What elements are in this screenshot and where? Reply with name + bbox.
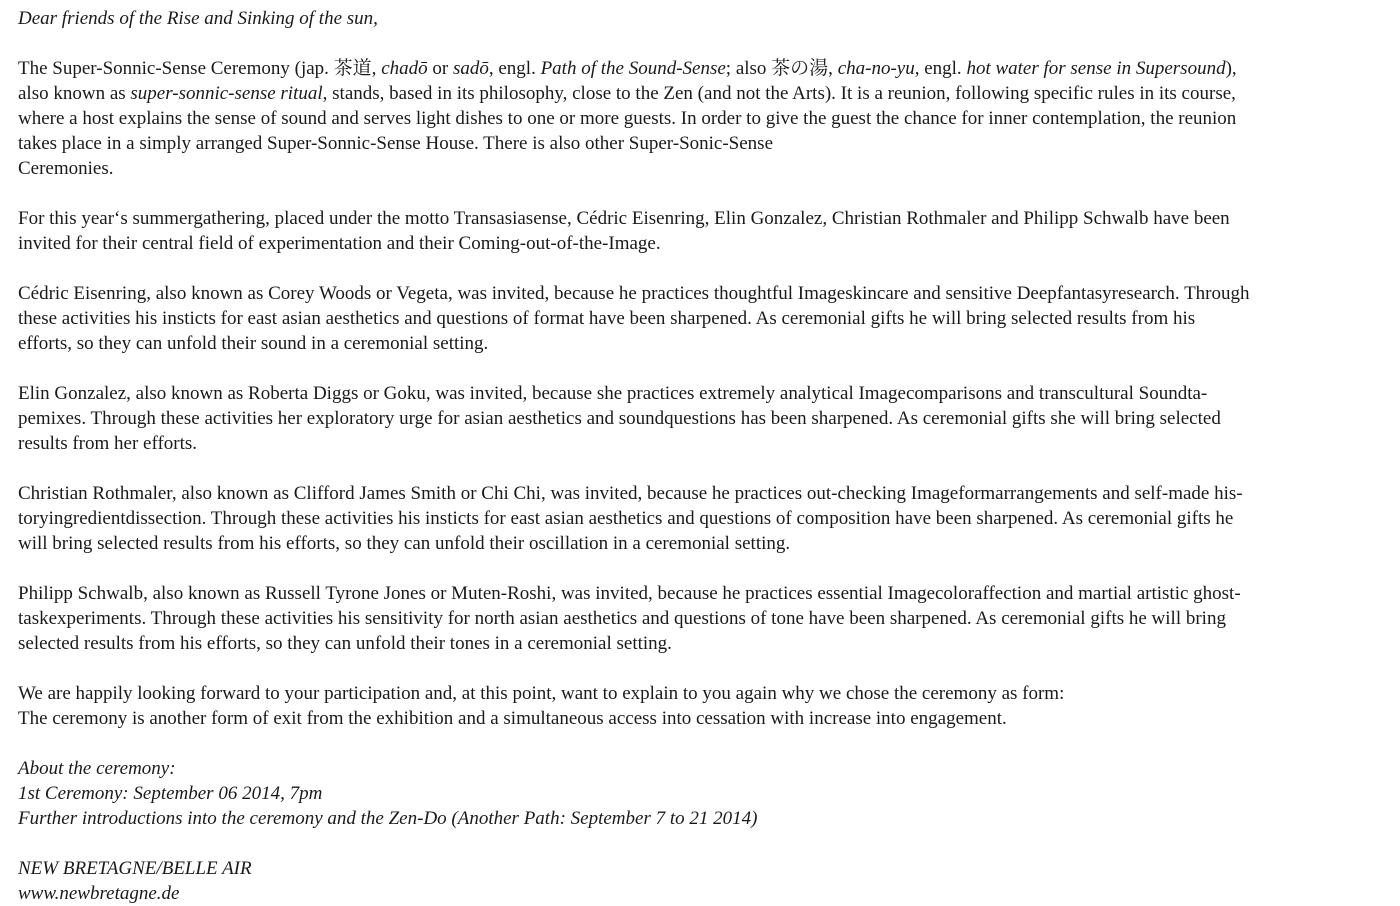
text-line xyxy=(18,631,1382,656)
text-run: will bring selected results from his efforts, so they can unfold their oscillation in a ceremonial setting. xyxy=(18,533,791,554)
signature xyxy=(18,856,1382,906)
text-run: invited for their central field of experimentation and their Coming-out-of-the-Image. xyxy=(18,233,661,254)
text-line xyxy=(18,406,1382,431)
text-line xyxy=(18,106,1382,131)
italic-run: chadō xyxy=(381,58,428,79)
text-line xyxy=(18,156,1382,181)
text-run: or xyxy=(427,58,453,79)
text-run: takes place in a simply arranged Super-Sonnic-Sense House. There is also other Super-Sonic-Sense xyxy=(18,133,773,154)
text-line xyxy=(18,506,1382,531)
text-line xyxy=(18,6,1382,31)
text-run: where a host explains the sense of sound and serves light dishes to one or more guests. In order to give the guest the chance for inner contemplation, the reunion xyxy=(18,108,1237,129)
text-run: For this year‘s summergathering, placed under the motto Transasiasense, Cédric Eisenring, Elin Gonzalez, Christian Rothmaler and Philipp Schwalb have been xyxy=(18,208,1230,229)
text-run: toryingredientdissection. Through these activities his insticts for east asian aesthetics and questions of composition have been sharpened. As ceremonial gifts he xyxy=(18,508,1234,529)
text-run: www.newbretagne.de xyxy=(18,883,180,904)
text-run: NEW BRETAGNE/BELLE AIR xyxy=(18,858,252,879)
text-run: taskexperiments. Through these activities his sensitivity for north asian aesthetics and questions of tone have been sharpened. As ceremonial gifts he will bring xyxy=(18,608,1226,629)
italic-run: cha-no-yu xyxy=(837,58,915,79)
text-line xyxy=(18,281,1382,306)
text-run: ; also 茶の湯, xyxy=(725,58,838,79)
italic-run: Path of the Sound-Sense xyxy=(540,58,726,79)
text-run: Cédric Eisenring, also known as Corey Woods or Vegeta, was invited, because he practices thoughtful Imageskincare and sensitive Deepfantasyresearch. Through xyxy=(18,283,1250,304)
text-line xyxy=(18,81,1382,106)
text-line xyxy=(18,331,1382,356)
philipp-paragraph xyxy=(18,581,1382,656)
text-run: pemixes. Through these activities her exploratory urge for asian aesthetics and soundquestions has been sharpened. As ceremonial gifts she will bring selected xyxy=(18,408,1221,429)
text-line xyxy=(18,781,1382,806)
text-line xyxy=(18,481,1382,506)
text-line xyxy=(18,581,1382,606)
text-line xyxy=(18,381,1382,406)
text-line xyxy=(18,531,1382,556)
text-run: Elin Gonzalez, also known as Roberta Diggs or Goku, was invited, because she practices extremely analytical Imagecomparisons and transcultural Soundta- xyxy=(18,383,1208,404)
cedric-paragraph xyxy=(18,281,1382,356)
text-run: , stands, based in its philosophy, close to the Zen (and not the Arts). It is a reunion, following specific rules in its course, xyxy=(322,83,1236,104)
elin-paragraph xyxy=(18,381,1382,456)
invitation-paragraph xyxy=(18,206,1382,256)
text-run: results from her efforts. xyxy=(18,433,198,454)
text-run: Further introductions into the ceremony and the Zen-Do (Another Path: September 7 to 21 2014) xyxy=(18,808,758,829)
text-run: The ceremony is another form of exit from the exhibition and a simultaneous access into cessation with increase into engagement. xyxy=(18,708,1007,729)
text-line xyxy=(18,206,1382,231)
text-run: Ceremonies. xyxy=(18,158,114,179)
text-run: The Super-Sonnic-Sense Ceremony (jap. 茶道, xyxy=(18,58,382,79)
text-run: Christian Rothmaler, also known as Clifford James Smith or Chi Chi, was invited, because he practices out-checking Imageformarrangements and self-made his- xyxy=(18,483,1243,504)
text-line xyxy=(18,231,1382,256)
text-line xyxy=(18,881,1382,906)
text-line xyxy=(18,856,1382,881)
text-run: About the ceremony: xyxy=(18,758,176,779)
text-run: these activities his insticts for east asian aesthetics and questions of format have been sharpened. As ceremonial gifts he will bring selected results from his xyxy=(18,308,1196,329)
text-line xyxy=(18,806,1382,831)
intro-paragraph xyxy=(18,56,1382,181)
christian-paragraph xyxy=(18,481,1382,556)
text-line xyxy=(18,306,1382,331)
text-line xyxy=(18,431,1382,456)
text-run: , engl. xyxy=(914,58,967,79)
text-line xyxy=(18,56,1382,81)
italic-run: hot water for sense in Supersound xyxy=(966,58,1226,79)
text-run: efforts, so they can unfold their sound in a ceremonial setting. xyxy=(18,333,489,354)
text-line xyxy=(18,681,1382,706)
text-line xyxy=(18,706,1382,731)
closing-paragraph xyxy=(18,681,1382,731)
ceremony-details xyxy=(18,756,1382,831)
italic-run: sadō xyxy=(452,58,489,79)
text-run: Philipp Schwalb, also known as Russell Tyrone Jones or Muten-Roshi, was invited, because he practices essential Imagecoloraffection and martial artistic ghost- xyxy=(18,583,1241,604)
text-run: ), xyxy=(1225,58,1237,79)
text-run: We are happily looking forward to your participation and, at this point, want to explain to you again why we chose the ceremony as form: xyxy=(18,683,1065,704)
italic-run: super-sonnic-sense ritual xyxy=(130,83,323,104)
text-run: 1st Ceremony: September 06 2014, 7pm xyxy=(18,783,323,804)
salutation xyxy=(18,6,1382,31)
text-line xyxy=(18,606,1382,631)
text-line xyxy=(18,756,1382,781)
text-run: , engl. xyxy=(488,58,541,79)
text-run: selected results from his efforts, so they can unfold their tones in a ceremonial setting. xyxy=(18,633,672,654)
text-line xyxy=(18,131,1382,156)
text-run: also known as xyxy=(18,83,131,104)
text-run: Dear friends of the Rise and Sinking of the sun, xyxy=(18,8,378,29)
